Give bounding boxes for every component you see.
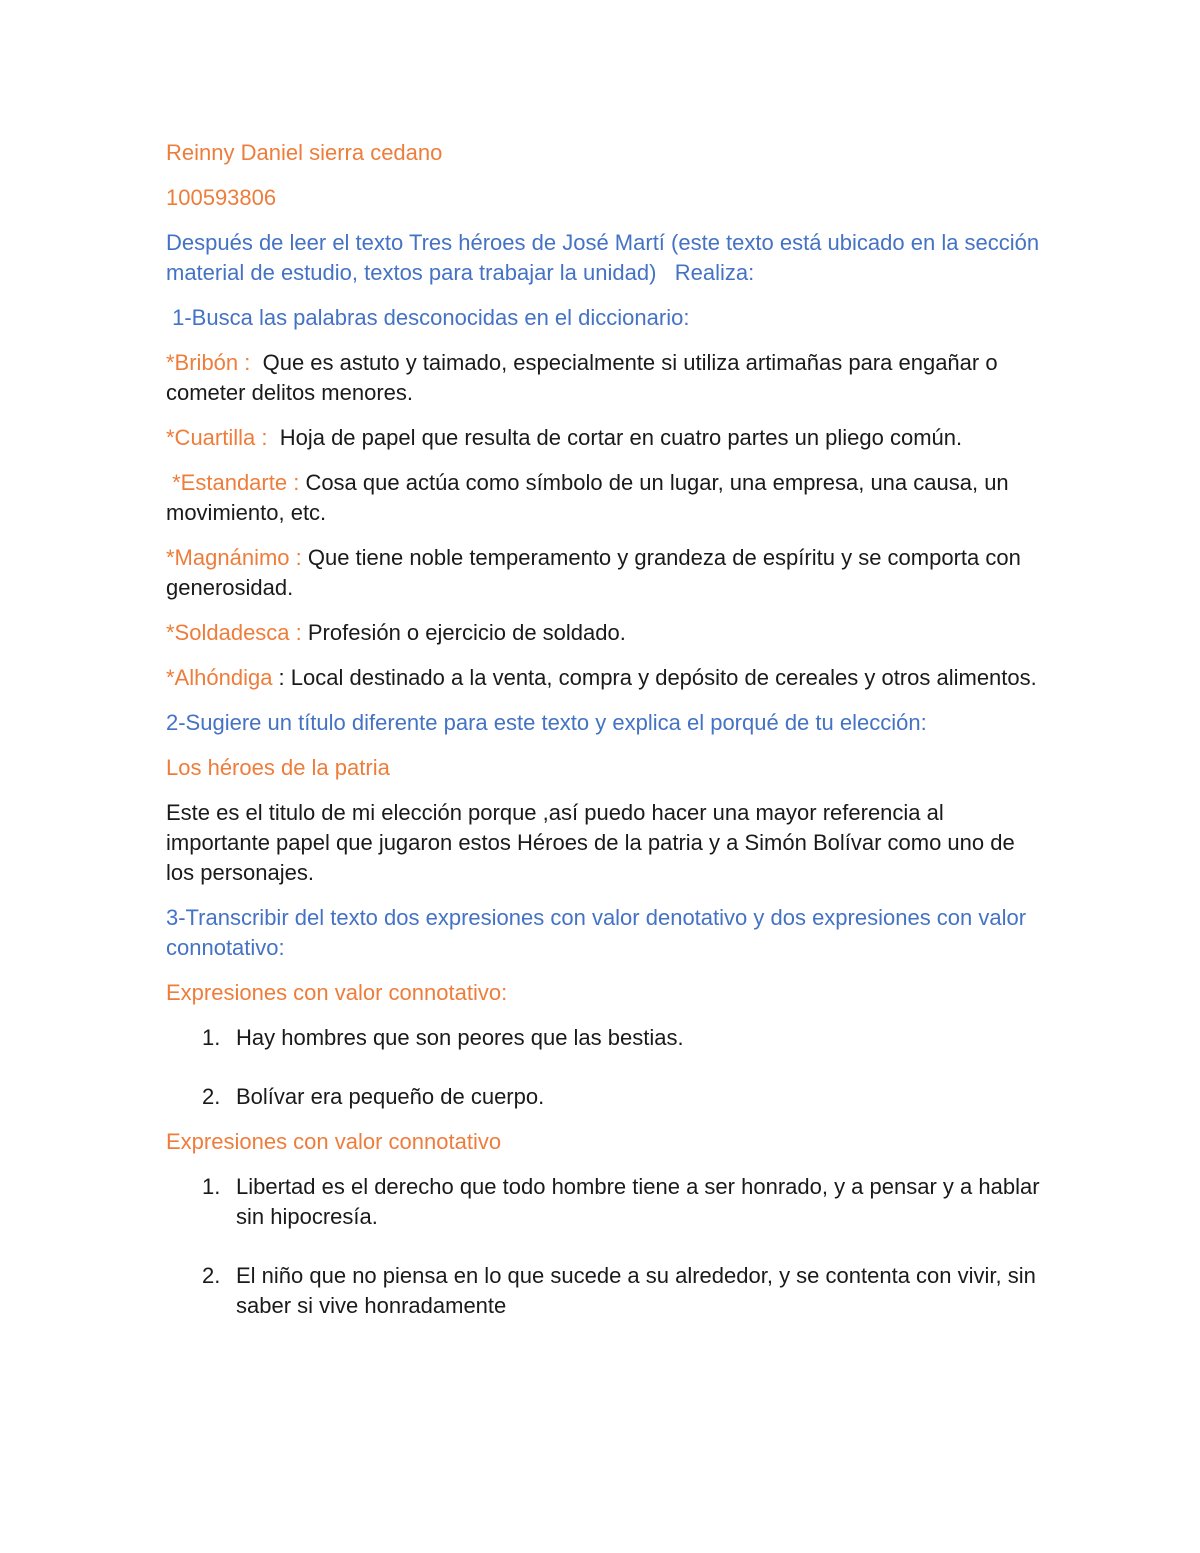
document-page bbox=[166, 138, 1046, 1321]
list-item bbox=[166, 1023, 1046, 1053]
list-text: Bolívar era pequeño de cuerpo. bbox=[236, 1084, 545, 1109]
definition-text: : Local destinado a la venta, compra y depósito de cereales y otros alimentos. bbox=[278, 665, 1037, 690]
expressions-list-2 bbox=[166, 1172, 1046, 1321]
definition-text: Hoja de papel que resulta de cortar en cuatro partes un pliego común. bbox=[273, 425, 963, 450]
list-number: 1. bbox=[202, 1174, 221, 1199]
definition-term: *Cuartilla : bbox=[166, 425, 274, 450]
definition-magnanimo bbox=[166, 543, 1046, 603]
question-2-title: 2-Sugiere un título diferente para este texto y explica el porqué de tu elección: bbox=[166, 710, 927, 735]
list-number: 1. bbox=[202, 1025, 221, 1050]
question-2-answer-title: Los héroes de la patria bbox=[166, 755, 390, 780]
definition-term: *Bribón : bbox=[166, 350, 257, 375]
definition-soldadesca bbox=[166, 618, 1046, 648]
expressions-heading-1: Expresiones con valor connotativo: bbox=[166, 980, 508, 1005]
definition-text: Profesión o ejercicio de soldado. bbox=[307, 620, 626, 645]
definition-term: *Soldadesca : bbox=[166, 620, 308, 645]
list-text: Libertad es el derecho que todo hombre tiene a ser honrado, y a pensar y a hablar sin hipocresía. bbox=[236, 1174, 1040, 1229]
definition-text: Que tiene noble temperamento y grandeza de espíritu y se comporta con generosidad. bbox=[166, 545, 1027, 600]
definition-cuartilla bbox=[166, 423, 1046, 453]
expressions-heading-2: Expresiones con valor connotativo bbox=[166, 1129, 502, 1154]
question-1-title: 1-Busca las palabras desconocidas en el diccionario: bbox=[166, 305, 690, 330]
list-item bbox=[166, 1082, 1046, 1112]
definition-term: *Magnánimo : bbox=[166, 545, 308, 570]
definition-bribon bbox=[166, 348, 1046, 408]
definition-alhondiga bbox=[166, 663, 1046, 693]
definition-term: *Estandarte : bbox=[166, 470, 306, 495]
list-number: 2. bbox=[202, 1084, 221, 1109]
question-3-title: 3-Transcribir del texto dos expresiones con valor denotativo y dos expresiones con valor connotativo: bbox=[166, 905, 1033, 960]
list-item bbox=[166, 1172, 1046, 1232]
list-text: Hay hombres que son peores que las bestias. bbox=[236, 1025, 684, 1050]
student-id: 100593806 bbox=[166, 185, 277, 210]
list-number: 2. bbox=[202, 1263, 221, 1288]
expressions-list-1 bbox=[166, 1023, 1046, 1112]
student-name: Reinny Daniel sierra cedano bbox=[166, 140, 443, 165]
definition-text: Que es astuto y taimado, especialmente si utiliza artimañas para engañar o cometer delitos menores. bbox=[166, 350, 1004, 405]
definition-estandarte bbox=[166, 468, 1046, 528]
question-2-answer-text: Este es el titulo de mi elección porque ,así puedo hacer una mayor referencia al importante papel que jugaron estos Héroes de la patria y a Simón Bolívar como uno de los personajes. bbox=[166, 800, 1021, 885]
list-item bbox=[166, 1261, 1046, 1321]
assignment-intro: Después de leer el texto Tres héroes de José Martí (este texto está ubicado en la sección material de estudio, textos para trabajar la unidad) Realiza: bbox=[166, 230, 1046, 285]
list-text: El niño que no piensa en lo que sucede a su alrededor, y se contenta con vivir, sin saber si vive honradamente bbox=[236, 1263, 1036, 1318]
definition-term: *Alhóndiga bbox=[166, 665, 279, 690]
definition-text: Cosa que actúa como símbolo de un lugar, una empresa, una causa, un movimiento, etc. bbox=[166, 470, 1015, 525]
